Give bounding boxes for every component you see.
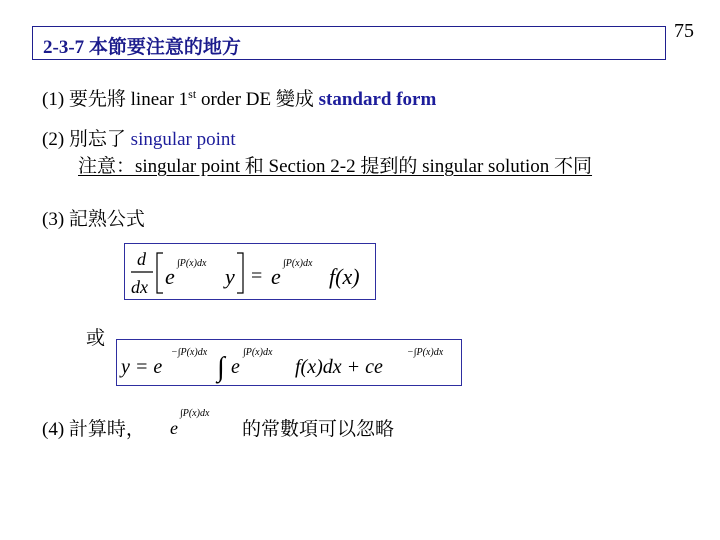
item-number: (4) — [42, 419, 65, 440]
item-number: (3) — [42, 209, 65, 230]
formula-box-2 — [116, 339, 462, 386]
formula-equals: = — [251, 265, 263, 287]
slide-title: 2-3-7 本節要注意的地方 — [43, 37, 241, 58]
item-text: 要先將 linear 1 — [68, 89, 189, 110]
formula-exponent-rhs: ∫P(x)dx — [283, 258, 313, 269]
highlight-term: singular point — [130, 129, 236, 150]
formula-neg-exponent-2: −∫P(x)dx — [407, 347, 444, 358]
formula-e: e — [165, 264, 175, 289]
formula-e: e — [170, 418, 178, 438]
item-note: 注意：singular point 和 Section 2-2 提到的 singular solution 不同 — [78, 156, 593, 177]
formula-e: e — [231, 356, 240, 378]
formula-d: d — [137, 249, 146, 269]
or-label: 或 — [86, 328, 106, 349]
formula-neg-exponent: −∫P(x)dx — [171, 347, 208, 358]
integral-sign: ∫ — [217, 352, 225, 383]
formula-2 — [117, 340, 461, 385]
list-item-2 — [42, 124, 236, 151]
page-number: 75 — [674, 20, 694, 42]
formula-e-rhs: e — [271, 264, 281, 289]
formula-exponent: ∫P(x)dx — [180, 408, 210, 419]
item-number: (1) — [42, 89, 65, 110]
formula-box-1 — [124, 243, 376, 300]
item-text: 計算時， — [68, 419, 145, 440]
formula-3 — [166, 402, 236, 440]
item-text: 記熟公式 — [68, 209, 145, 230]
formula-fx-dx: f(x)dx + ce — [295, 356, 383, 378]
superscript: st — [188, 87, 197, 101]
list-item-1 — [42, 84, 436, 111]
formula-exponent: ∫P(x)dx — [243, 347, 273, 358]
list-item-3 — [42, 204, 145, 231]
item-number: (2) — [42, 129, 65, 150]
formula-fx: f(x) — [329, 264, 360, 289]
formula-dx: dx — [131, 277, 148, 297]
item-text-cont: 的常數項可以忽略 — [242, 419, 395, 440]
formula-y: y — [225, 264, 235, 289]
item-text: 別忘了 — [68, 129, 131, 150]
item-text-cont: order DE 變成 — [196, 89, 319, 110]
title-box — [32, 26, 666, 60]
formula-exponent: ∫P(x)dx — [177, 258, 207, 269]
list-item-4 — [42, 414, 145, 441]
highlight-term: standard form — [318, 89, 437, 110]
formula-1 — [125, 244, 375, 299]
formula-lhs: y = e — [121, 356, 163, 378]
